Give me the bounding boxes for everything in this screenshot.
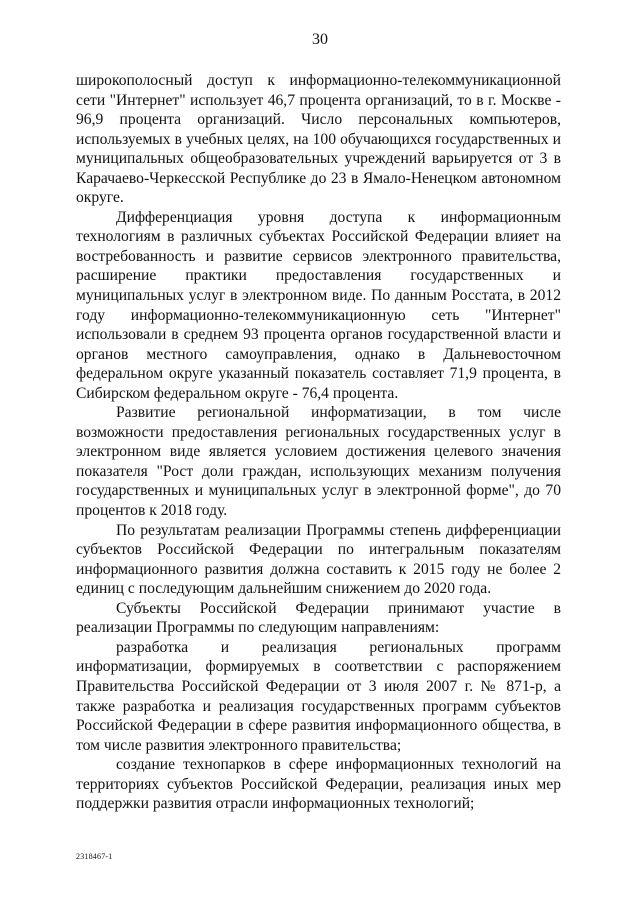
paragraph-regional-informatization: Развитие региональной информатизации, в том числе возможности предоставления региональных государственных услуг в электронном виде является условием достижения целевого значения показателя "Рост доли граждан, использующих механизм получения государственных и муниципальных услуг в электронной форме", до 70 процентов к 2018 году.: [76, 404, 561, 520]
paragraph-participation: Субъекты Российской Федерации принимают участие в реализации Программы по следующим направлениям:: [76, 599, 561, 637]
paragraph-access-differentiation: Дифференциация уровня доступа к информационным технологиям в различных субъектах Российской Федерации влияет на востребованность и развитие сервисов электронного правительства, расширение практики предоставления государственных и муниципальных услуг в электронном виде. По данным Росстата, в 2012 году информационно-телекоммуникационную сеть "Интернет" использовали в среднем 93 процента органов государственной власти и органов местного самоуправления, однако в Дальневосточном федеральном округе указанный показатель составляет 71,9 процента, в Сибирском федеральном округе - 76,4 процента.: [76, 208, 561, 402]
page-number: 30: [312, 31, 328, 48]
document-code: 2318467-1: [76, 852, 113, 861]
paragraph-program-results: По результатам реализации Программы степень дифференциации субъектов Российской Федерации по интегральным показателям информационного развития должна составить к 2015 году не более 2 единиц с последующим дальнейшим снижением до 2020 года.: [76, 521, 561, 598]
list-item-technoparks: создание технопарков в сфере информационных технологий на территориях субъектов Российской Федерации, реализация иных мер поддержки развития отрасли информационных технологий;: [76, 756, 561, 813]
paragraph-continuation: широкополосный доступ к информационно-телекоммуникационной сети "Интернет" использует 46,7 процента организаций, то в г. Москве - 96,9 процента организаций. Число персональных компьютеров, используемых в учебных целях, на 100 обучающихся государственных и муниципальных общеобразовательных учреждений варьируется от 3 в Карачаево-Черкесской Республике до 23 в Ямало-Ненецком автономном округе.: [76, 72, 561, 207]
document-body: [76, 71, 561, 814]
list-item-regional-programs: разработка и реализация региональных программ информатизации, формируемых в соответствии с распоряжением Правительства Российской Федерации от 3 июля 2007 г. № 871-р, а также разработка и реализация государственных программ субъектов Российской Федерации в сфере развития информационного общества, в том числе развития электронного правительства;: [76, 638, 561, 754]
